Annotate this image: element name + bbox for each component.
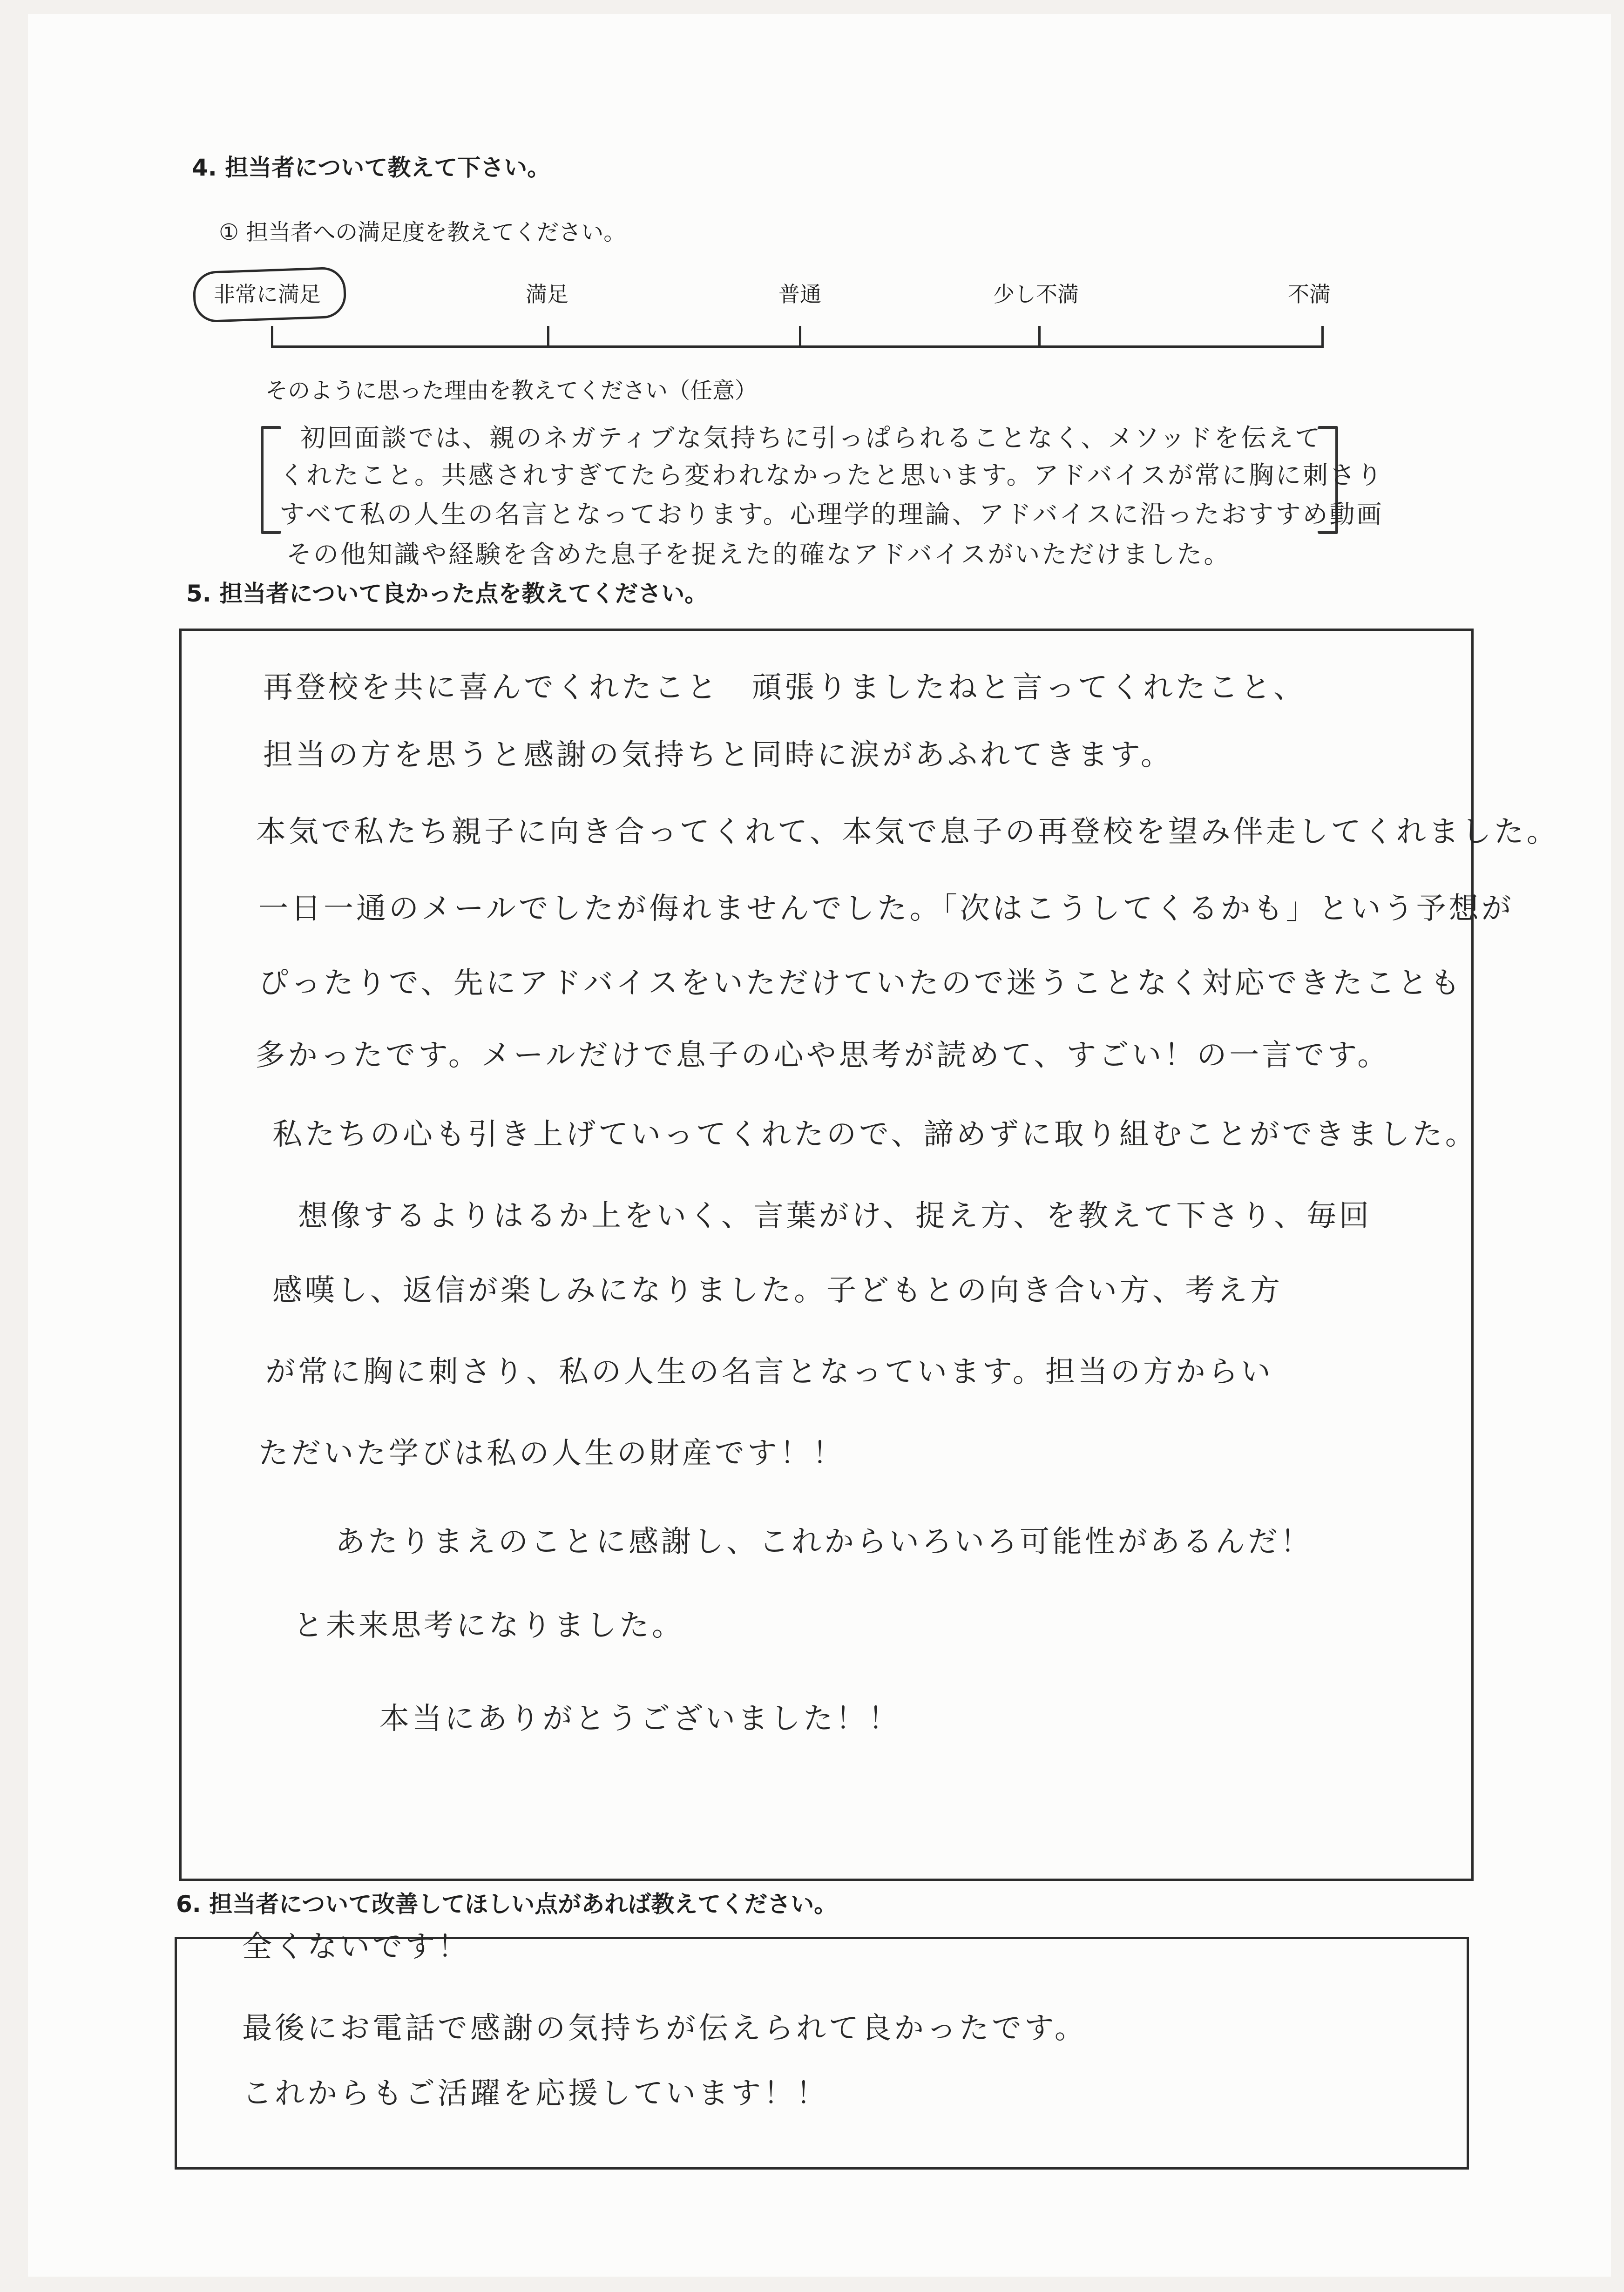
q5-answer-line: ただいた学びは私の人生の財産です！！ xyxy=(258,1436,845,1471)
reason-line: すべて私の人生の名言となっております。心理学的理論、アドバイスに沿ったおすすめ動画 xyxy=(279,500,1384,529)
reason-bracket-left xyxy=(261,426,281,534)
scale-label-dissatisfied: 不満 xyxy=(1288,282,1331,307)
satisfaction-scale-line xyxy=(271,345,1323,348)
q5-answer-line: 感嘆し、返信が楽しみになりました。子どもとの向き合い方、考え方 xyxy=(272,1273,1283,1308)
scale-tick xyxy=(799,326,801,348)
q5-answer-line: 本当にありがとうございました！！ xyxy=(379,1702,901,1736)
scale-tick xyxy=(1321,326,1324,348)
q5-title: 5. 担当者について良かった点を教えてください。 xyxy=(186,580,708,607)
q5-answer-line: 想像するよりはるか上をいく、言葉がけ、捉え方、を教えて下さり、毎回 xyxy=(298,1199,1372,1233)
q6-answer-line: 最後にお電話で感謝の気持ちが伝えられて良かったです。 xyxy=(242,2011,1087,2046)
scale-label-satisfied: 満足 xyxy=(526,282,568,307)
q5-answer-line: 一日一通のメールでしたが侮れませんでした。「次はこうしてくるかも」という予想が xyxy=(258,892,1514,926)
q5-answer-line: 本気で私たち親子に向き合ってくれて、本気で息子の再登校を望み伴走してくれました。 xyxy=(256,815,1559,849)
q4-sub-question: ① 担当者への満足度を教えてください。 xyxy=(219,219,626,245)
q5-answer-line: 私たちの心も引き上げていってくれたので、諦めずに取り組むことができました。 xyxy=(272,1117,1478,1152)
q5-answer-line: 多かったです。メールだけで息子の心や思考が読めて、すごい！の一言です。 xyxy=(255,1038,1390,1073)
q6-answer-box xyxy=(175,1937,1469,2170)
scale-label-very-satisfied: 非常に満足 xyxy=(214,282,321,307)
q5-answer-line: ぴったりで、先にアドバイスをいただけていたので迷うことなく対応できたことも xyxy=(258,966,1463,1001)
q5-answer-line: が常に胸に刺さり、私の人生の名言となっています。担当の方からい xyxy=(265,1355,1273,1389)
scale-label-neutral: 普通 xyxy=(778,282,821,307)
scale-tick xyxy=(547,326,549,348)
reason-line: その他知識や経験を含めた息子を捉えた的確なアドバイスがいただけました。 xyxy=(286,540,1231,569)
q4-title: 4. 担当者について教えて下さい。 xyxy=(192,154,551,181)
q6-title: 6. 担当者について改善してほしい点があれば教えてください。 xyxy=(176,1891,838,1918)
q5-answer-line: と未来思考になりました。 xyxy=(293,1609,684,1643)
q6-answer-line: これからもご活躍を応援しています！！ xyxy=(242,2076,829,2111)
q5-answer-line: 担当の方を思うと感謝の気持ちと同時に涙があふれてきます。 xyxy=(263,738,1173,772)
scale-label-slightly-dissatisfied: 少し不満 xyxy=(993,282,1079,307)
scale-tick xyxy=(1038,326,1041,348)
scale-tick xyxy=(271,326,273,348)
q6-answer-line: 全くないです！ xyxy=(242,1930,470,1964)
q5-answer-line: 再登校を共に喜んでくれたこと 頑張りましたねと言ってくれたこと、 xyxy=(263,670,1306,705)
reason-line: くれたこと。共感されすぎてたら変われなかったと思います。アドバイスが常に胸に刺さり xyxy=(279,460,1384,490)
reason-label: そのように思った理由を教えてください（任意） xyxy=(265,378,758,404)
reason-line: 初回面談では、親のネガティブな気持ちに引っぱられることなく、メソッドを伝えて xyxy=(300,423,1322,453)
q5-answer-line: あたりまえのことに感謝し、これからいろいろ可能性があるんだ！ xyxy=(335,1525,1313,1559)
